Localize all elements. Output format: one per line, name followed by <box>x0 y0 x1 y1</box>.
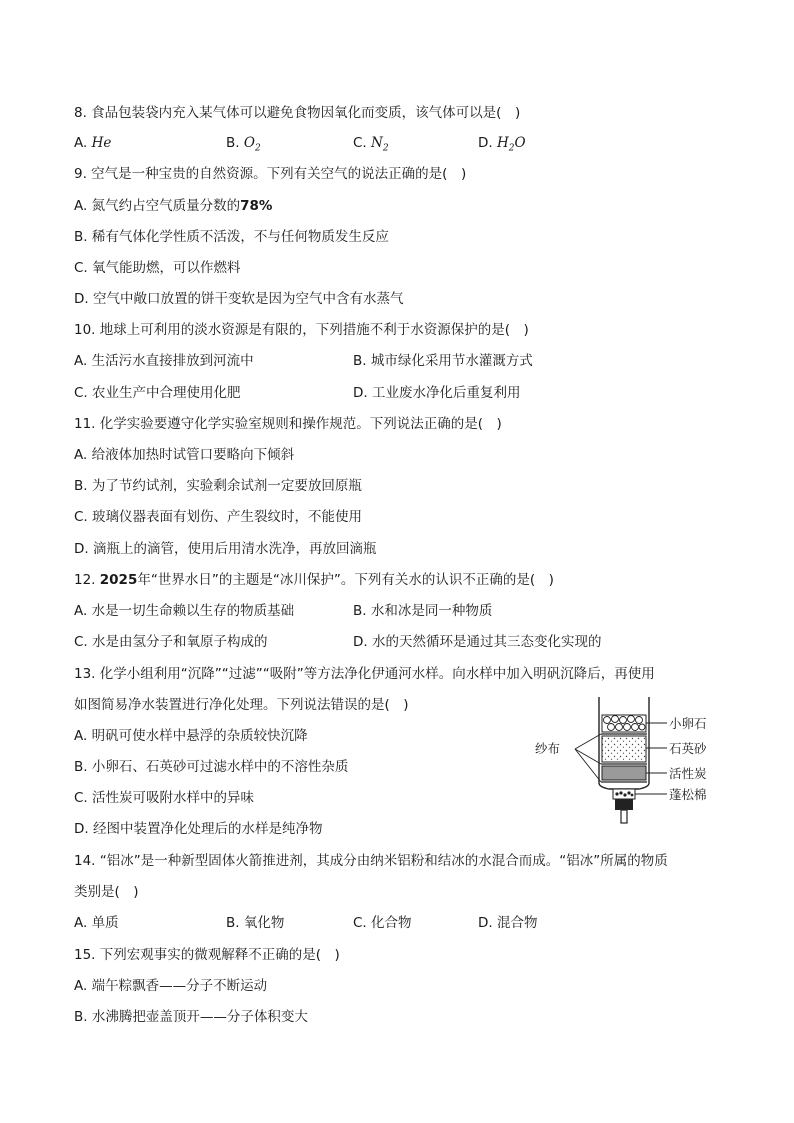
q12-stem-year: 2025 <box>99 572 138 588</box>
q8-option-b-subscript: 2 <box>254 143 261 154</box>
q10-option-a: A. 生活污水直接排放到河流中 <box>74 353 254 369</box>
q8-option-b-formula: O <box>243 135 255 151</box>
q15-option-a: A. 端午粽飘香——分子不断运动 <box>74 978 268 994</box>
q11-option-c: C. 玻璃仪器表面有划伤、产生裂纹时，不能使用 <box>74 509 363 525</box>
q9-option-a-value: 78% <box>240 198 273 214</box>
bottle-cap <box>615 799 633 810</box>
label-cotton: 蓬松棉 <box>669 787 707 802</box>
pebble-layer <box>602 715 646 732</box>
q14-stem-line2: 类别是( ) <box>74 884 139 900</box>
q8-option-a-letter: A. <box>74 135 92 151</box>
q10-option-d: D. 工业废水净化后重复利用 <box>353 385 521 401</box>
q8-option-d-subscript: 2 <box>508 143 515 154</box>
q11-option-a: A. 给液体加热时试管口要略向下倾斜 <box>74 447 295 463</box>
q8-stem: 8. 食品包装袋内充入某气体可以避免食物因氧化而变质，该气体可以是( ) <box>74 105 521 121</box>
q9-option-c: C. 氧气能助燃，可以作燃料 <box>74 260 241 276</box>
q15-stem: 15. 下列宏观事实的微观解释不正确的是( ) <box>74 947 340 963</box>
q10-option-c: C. 农业生产中合理使用化肥 <box>74 385 241 401</box>
q9-stem: 9. 空气是一种宝贵的自然资源。下列有关空气的说法正确的是( ) <box>74 166 467 182</box>
q14-option-d: D. 混合物 <box>478 915 538 931</box>
q15-option-b: B. 水沸腾把壶盖顶开——分子体积变大 <box>74 1009 308 1025</box>
label-activated-carbon: 活性炭 <box>669 766 707 781</box>
q13-option-d: D. 经图中装置净化处理后的水样是纯净物 <box>74 821 323 837</box>
q8-option-d-letter: D. <box>478 135 497 151</box>
q14-option-b: B. 氧化物 <box>226 915 285 931</box>
q10-option-b: B. 城市绿化采用节水灌溉方式 <box>353 353 533 369</box>
q8-option-c-formula: N <box>371 135 383 151</box>
q8-option-a-formula: He <box>91 135 112 151</box>
q12-option-d: D. 水的天然循环是通过其三态变化实现的 <box>353 634 602 650</box>
q11-option-b: B. 为了节约试剂，实验剩余试剂一定要放回原瓶 <box>74 478 362 494</box>
q13-option-b: B. 小卵石、石英砂可过滤水样中的不溶性杂质 <box>74 759 349 775</box>
q12-option-a: A. 水是一切生命赖以生存的物质基础 <box>74 603 295 619</box>
label-gauze: 纱布 <box>535 741 561 756</box>
q14-option-c: C. 化合物 <box>353 915 412 931</box>
q8-option-d-formula-o: O <box>514 135 526 151</box>
q9-option-a <box>74 197 272 215</box>
q11-option-d: D. 滴瓶上的滴管，使用后用清水洗净，再放回滴瓶 <box>74 541 377 557</box>
q13-option-c: C. 活性炭可吸附水样中的异味 <box>74 790 255 806</box>
q12-stem <box>74 571 554 589</box>
water-filter-figure <box>535 695 725 827</box>
q9-option-a-text: A. 氮气约占空气质量分数的 <box>74 198 241 214</box>
q14-stem-line1: 14. “铝冰”是一种新型固体火箭推进剂，其成分由纳米铝粉和结冰的水混合而成。“铝冰”所属的物质 <box>74 853 668 869</box>
q8-option-c-letter: C. <box>353 135 372 151</box>
label-quartz-sand: 石英砂 <box>669 741 707 756</box>
q8-option-c-subscript: 2 <box>382 143 389 154</box>
q8-option-d-formula-h: H <box>496 135 509 151</box>
q8-option-b-letter: B. <box>226 135 244 151</box>
q13-stem-line1: 13. 化学小组利用“沉降”“过滤”“吸附”等方法净化伊通河水样。向水样中加入明矾沉降后，再使用 <box>74 666 655 682</box>
q13-option-a: A. 明矾可使水样中悬浮的杂质较快沉降 <box>74 728 308 744</box>
q9-option-b: B. 稀有气体化学性质不活泼，不与任何物质发生反应 <box>74 229 389 245</box>
q12-stem-number: 12. <box>74 572 100 588</box>
q9-option-d: D. 空气中敞口放置的饼干变软是因为空气中含有水蒸气 <box>74 291 404 307</box>
q13-stem-line2: 如图简易净水装置进行净化处理。下列说法错误的是( ) <box>74 697 409 713</box>
q10-stem: 10. 地球上可利用的淡水资源是有限的，下列措施不利于水资源保护的是( ) <box>74 322 529 338</box>
q12-option-b: B. 水和冰是同一种物质 <box>353 603 493 619</box>
q8-option-d <box>478 134 526 158</box>
q14-option-a: A. 单质 <box>74 915 119 931</box>
q8-option-a <box>74 134 111 152</box>
sand-layer <box>602 736 646 762</box>
bottle-spout <box>621 810 627 823</box>
q11-stem: 11. 化学实验要遵守化学实验室规则和操作规范。下列说法正确的是( ) <box>74 416 502 432</box>
q12-option-c: C. 水是由氢分子和氧原子构成的 <box>74 634 268 650</box>
carbon-layer <box>602 766 646 780</box>
q8-option-b <box>226 134 261 158</box>
label-pebble: 小卵石 <box>669 716 707 731</box>
q12-stem-text: 年“世界水日”的主题是“冰川保护”。下列有关水的认识不正确的是( ) <box>137 572 554 588</box>
q8-option-c <box>353 134 389 158</box>
